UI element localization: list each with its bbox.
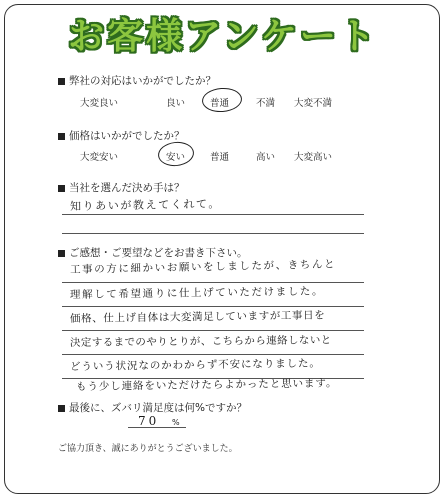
bullet-icon: [58, 133, 65, 140]
q4-answer-line-6: もう少し連絡をいただけたらよかったと思います。: [75, 377, 338, 393]
q4-answer-line-5: どういう状況なのかわからず不安になりました。: [69, 357, 321, 373]
q2-option-5[interactable]: 大変高い: [294, 152, 333, 163]
q4-answer-line-1: 工事の方に細かいお願いをしましたが、きちんと: [69, 258, 337, 276]
answer-line: [62, 214, 364, 215]
question-2-label: 価格はいかがでしたか？: [69, 130, 185, 142]
question-1-label: 弊社の対応はいかがでしたか？: [69, 75, 216, 87]
q2-option-2[interactable]: 安い: [166, 152, 186, 163]
answer-line: [128, 427, 186, 428]
question-2: [58, 128, 185, 143]
q3-answer: 知りあいが教えてくれて。: [69, 197, 222, 213]
q2-option-1[interactable]: 大変安い: [80, 152, 119, 163]
question-4: [58, 245, 248, 260]
q2-option-4[interactable]: 高い: [256, 152, 276, 163]
q1-option-3[interactable]: 普通: [210, 98, 230, 109]
question-1: [58, 73, 216, 88]
q1-option-5[interactable]: 大変不満: [294, 98, 333, 109]
survey-title: お客様アンケート: [68, 16, 378, 57]
bullet-icon: [58, 405, 65, 412]
question-5: [58, 400, 247, 415]
bullet-icon: [58, 185, 65, 192]
q4-answer-line-2: 理解して希望通りに仕上げていただけました。: [69, 285, 325, 301]
q4-answer-line-4: 決定するまでのやりとりが、こちらから連絡しないと: [69, 334, 332, 349]
q2-option-3[interactable]: 普通: [210, 152, 230, 163]
question-5-label: 最後に、ズバリ満足度は何%ですか？: [69, 402, 247, 414]
bullet-icon: [58, 78, 65, 85]
answer-line: [62, 330, 364, 331]
question-3: [58, 180, 185, 195]
q1-option-1[interactable]: 大変良い: [80, 98, 119, 109]
answer-line: [62, 233, 364, 234]
q1-option-4[interactable]: 不満: [256, 98, 276, 109]
q1-option-2[interactable]: 良い: [166, 98, 186, 109]
question-3-label: 当社を選んだ決め手は？: [69, 182, 185, 194]
question-4-label: ご感想・ご要望などをお書き下さい。: [69, 247, 248, 259]
q5-answer-value: 70: [138, 414, 160, 428]
q5-unit: %: [172, 418, 180, 427]
footer-thanks: ご協力頂き、誠にありがとうございました。: [58, 444, 238, 454]
bullet-icon: [58, 250, 65, 257]
q4-answer-line-3: 価格、仕上げ自体は大変満足していますが工事日を: [69, 309, 326, 325]
